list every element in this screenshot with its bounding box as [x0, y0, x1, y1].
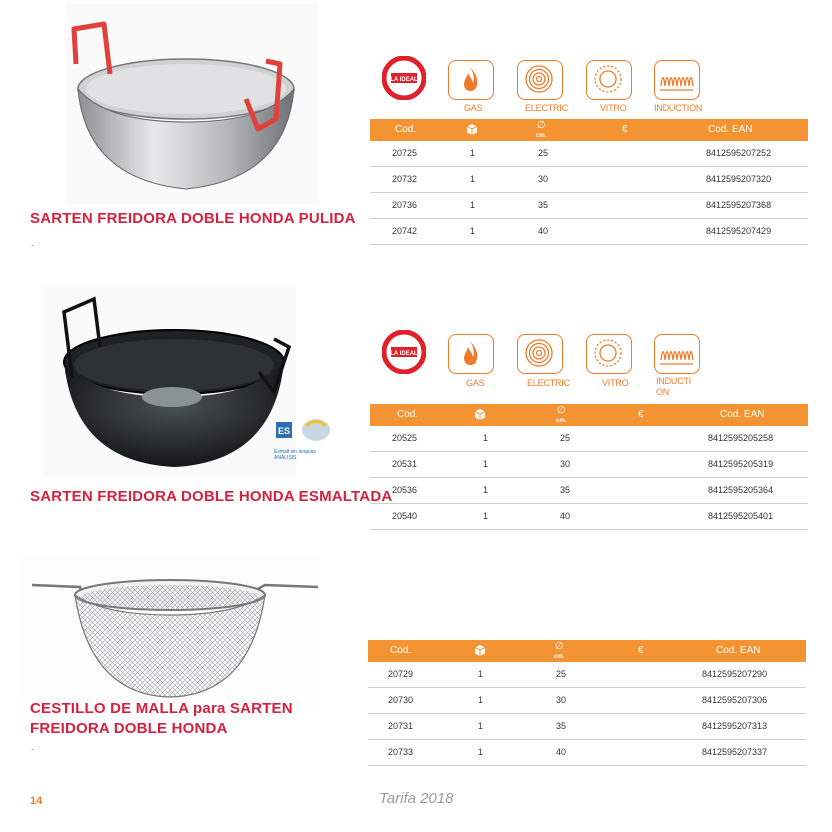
diameter-icon: ∅ cm. [556, 405, 567, 424]
cell-cm: 25 [560, 433, 571, 443]
cell-qty: 1 [470, 174, 476, 184]
table-row [370, 219, 808, 245]
cell-ean: 8412595207320 [706, 174, 772, 184]
box-icon [474, 408, 486, 424]
product-note: . [31, 238, 34, 248]
cell-cod: 20525 [392, 433, 418, 443]
cell-qty: 1 [470, 148, 476, 158]
table-header [370, 119, 808, 141]
cell-ean: 8412595207337 [702, 747, 768, 757]
table-row [370, 193, 808, 219]
table-row [368, 740, 806, 766]
cell-ean: 8412595207313 [702, 721, 768, 731]
cell-qty: 1 [478, 695, 484, 705]
cell-cod: 20536 [392, 485, 418, 495]
brand-logo-icon [382, 56, 426, 100]
cell-cod: 20725 [392, 148, 418, 158]
cell-ean: 8412595207306 [702, 695, 768, 705]
gas-icon [448, 60, 494, 100]
cell-ean: 8412595207290 [702, 669, 768, 679]
box-icon [466, 123, 478, 139]
cell-cm: 25 [538, 148, 549, 158]
table-row [368, 714, 806, 740]
product-image-enamelled-pan [44, 287, 296, 477]
table-row [370, 504, 808, 530]
cell-cod: 20732 [392, 174, 418, 184]
product-table-1 [370, 119, 808, 245]
header-cod: Cod. [397, 409, 419, 420]
cell-ean: 8412595205364 [708, 485, 774, 495]
box-icon [474, 644, 486, 660]
cell-cod: 20730 [388, 695, 414, 705]
cell-ean: 8412595207429 [706, 226, 772, 236]
cooking-icons-row-2 [382, 330, 712, 410]
table-row [370, 167, 808, 193]
diameter-icon: ∅ cm. [536, 120, 547, 139]
cell-ean: 8412595207368 [706, 200, 772, 210]
cell-cod: 20531 [392, 459, 418, 469]
cell-qty: 1 [483, 433, 489, 443]
cell-qty: 1 [478, 721, 484, 731]
header-ean: Cod. EAN [708, 124, 753, 135]
cell-qty: 1 [478, 747, 484, 757]
svg-text:LA IDEAL: LA IDEAL [390, 351, 418, 357]
table-row [368, 662, 806, 688]
cell-qty: 1 [483, 459, 489, 469]
table-row [370, 478, 808, 504]
cell-cm: 25 [556, 669, 567, 679]
cell-qty: 1 [470, 200, 476, 210]
induction-label: INDUCTION [654, 103, 703, 113]
cell-cm: 35 [560, 485, 571, 495]
cell-cod: 20540 [392, 511, 418, 521]
induction-label [656, 376, 716, 398]
electric-label: ELECTRIC [527, 378, 570, 388]
product-title-basket-line1: CESTILLO DE MALLA para SARTEN [30, 700, 293, 717]
induction-label-line2: ON [656, 387, 670, 397]
cell-cm: 30 [538, 174, 549, 184]
cell-cm: 30 [560, 459, 571, 469]
diameter-icon: ∅ cm. [554, 641, 565, 660]
header-ean: Cod. EAN [716, 645, 761, 656]
gas-label: GAS [464, 103, 483, 113]
cell-cod: 20736 [392, 200, 418, 210]
product-title-basket [30, 699, 293, 739]
svg-text:ES: ES [277, 426, 291, 436]
cell-cm: 35 [556, 721, 567, 731]
eco-badge [274, 414, 334, 461]
product-title-enamelled: SARTEN FREIDORA DOBLE HONDA ESMALTADA [30, 488, 393, 505]
induction-label-line1: INDUCTI [656, 376, 692, 386]
table-row [370, 141, 808, 167]
euro-icon: € [622, 124, 628, 135]
header-ean: Cod. EAN [720, 409, 765, 420]
product-image-mesh-basket [20, 555, 320, 705]
cell-cod: 20731 [388, 721, 414, 731]
table-row [370, 426, 808, 452]
cell-ean: 8412595205258 [708, 433, 774, 443]
cell-cod: 20733 [388, 747, 414, 757]
cell-ean: 8412595207252 [706, 148, 772, 158]
cell-cm: 30 [556, 695, 567, 705]
product-title-basket-line2: FREIDORA DOBLE HONDA [30, 720, 228, 737]
table-row [370, 452, 808, 478]
product-image-polished-pan [66, 4, 318, 204]
vitro-label: VITRO [600, 103, 627, 113]
eco-label: Esmalt sin lenguas ANÁLISIS [274, 449, 316, 461]
product-note: . [31, 742, 34, 752]
induction-icon [654, 334, 700, 374]
header-cod: Cod. [395, 124, 417, 135]
cell-cm: 40 [538, 226, 549, 236]
header-cod: Cod. [390, 645, 412, 656]
cell-cod: 20742 [392, 226, 418, 236]
vitro-icon [586, 60, 632, 100]
vitro-label: VITRO [602, 378, 629, 388]
electric-label: ELECTRIC [525, 103, 568, 113]
gas-label: GAS [466, 378, 485, 388]
induction-icon [654, 60, 700, 100]
svg-text:LA IDEAL: LA IDEAL [390, 77, 418, 83]
table-row [368, 688, 806, 714]
table-header [368, 640, 806, 662]
euro-icon: € [638, 409, 644, 420]
vitro-icon [586, 334, 632, 374]
product-table-2 [370, 404, 808, 530]
cell-cm: 40 [556, 747, 567, 757]
cell-cod: 20729 [388, 669, 414, 679]
cell-qty: 1 [478, 669, 484, 679]
cell-qty: 1 [470, 226, 476, 236]
cell-cm: 35 [538, 200, 549, 210]
cell-qty: 1 [483, 485, 489, 495]
cell-qty: 1 [483, 511, 489, 521]
brand-logo-icon [382, 330, 426, 374]
page-number: 14 [30, 795, 43, 807]
euro-icon: € [638, 645, 644, 656]
gas-icon [448, 334, 494, 374]
electric-icon [517, 334, 563, 374]
electric-icon [517, 60, 563, 100]
product-title-polished: SARTEN FREIDORA DOBLE HONDA PULIDA [30, 210, 356, 227]
table-header [370, 404, 808, 426]
cell-ean: 8412595205401 [708, 511, 774, 521]
product-table-3 [368, 640, 806, 766]
cell-ean: 8412595205319 [708, 459, 774, 469]
catalog-title: Tarifa 2018 [379, 790, 454, 807]
cell-cm: 40 [560, 511, 571, 521]
